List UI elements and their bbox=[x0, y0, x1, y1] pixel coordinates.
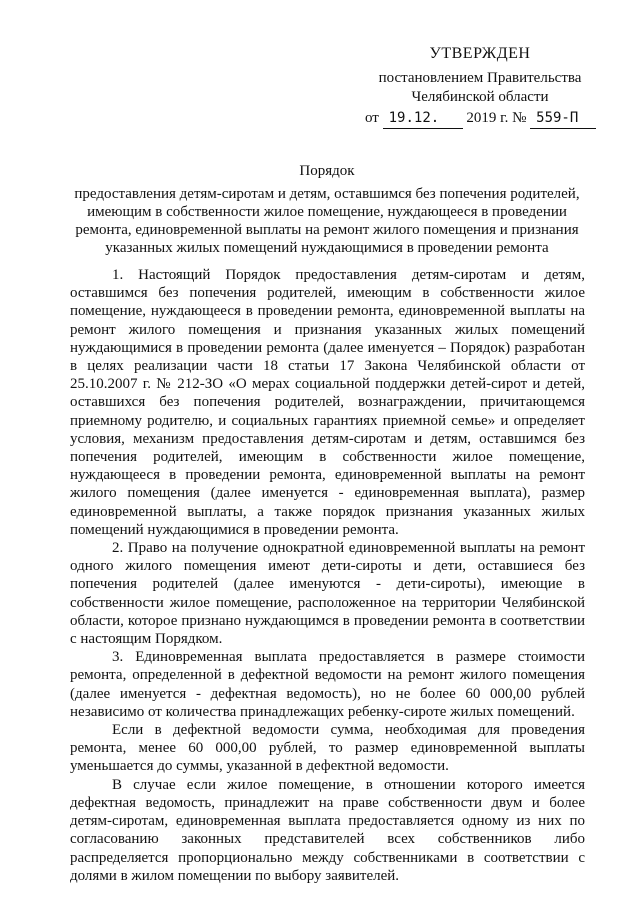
approval-date-line bbox=[355, 109, 605, 129]
paragraph: 1. Настоящий Порядок предоставления детям-сиротам и детям, оставшимся без попечения родителей, имеющим в собственности жилое помещение, нуждающееся в проведении ремонта, единовременной выплаты на ремонт жилого помещения и признания указанных жилых помещений нуждающимися в проведении ремонта (далее именуется – Порядок) разработан в целях реализации части 18 статьи 17 Закона Челябинской области от 25.10.2007 г. № 212-ЗО «О мерах социальной поддержки детей-сирот и детей, оставшихся без попечения родителей, вознаграждении, причитающемся приемному родителю, и социальных гарантиях приемной семье» и определяет условия, механизм предоставления детям-сиротам и детям, оставшимся без попечения родителей, имеющим в собственности жилое помещение, нуждающееся в проведении ремонта, единовременной выплаты на ремонт жилого помещения (далее именуется - единовременная выплата), размер единовременной выплаты, а также порядок признания указанных жилых помещений нуждающимися в проведении ремонта. bbox=[70, 267, 585, 538]
document-body bbox=[70, 266, 585, 885]
document-title bbox=[70, 162, 584, 257]
date-prefix: от bbox=[365, 110, 379, 126]
year-suffix: 2019 г. № bbox=[466, 110, 527, 126]
approval-number: 559-П bbox=[530, 109, 596, 129]
approval-stamp: УТВЕРЖДЕН bbox=[429, 45, 531, 62]
approval-block bbox=[355, 44, 605, 129]
title-heading: Порядок bbox=[299, 163, 355, 179]
approval-region: Челябинской области bbox=[411, 89, 549, 105]
approval-date: 19.12. bbox=[383, 109, 463, 129]
paragraph: 2. Право на получение однократной единовременной выплаты на ремонт одного жилого помещения имеют дети-сироты и дети, оставшиеся без попечения родителей (далее именуются - дети-сироты), имеющие в собственности жилое помещение, расположенное на территории Челябинской области, которое признано нуждающимся в проведении ремонта в соответствии с настоящим Порядком. bbox=[70, 540, 585, 648]
approval-authority: постановлением Правительства bbox=[378, 70, 582, 86]
paragraph: Если в дефектной ведомости сумма, необходимая для проведения ремонта, менее 60 000,00 рублей, то размер единовременной выплаты уменьшается до суммы, указанной в дефектной ведомости. bbox=[70, 722, 585, 775]
paragraph: В случае если жилое помещение, в отношении которого имеется дефектная ведомость, принадлежит на праве собственности двум и более детям-сиротам, единовременная выплата предоставляется одному из них по согласованию законных представителей всех собственников либо распределяется пропорционально между собственниками в соответствии с долями в жилом помещении по выбору заявителей. bbox=[70, 776, 585, 884]
title-subtitle: предоставления детям-сиротам и детям, оставшимся без попечения родителей, имеющим в собственности жилое помещение, нуждающееся в проведении ремонта, единовременной выплаты на ремонт жилого помещения и признания указанных жилых помещений нуждающимися в проведении ремонта bbox=[74, 186, 580, 256]
paragraph: 3. Единовременная выплата предоставляется в размере стоимости ремонта, определенной в дефектной ведомости на ремонт жилого помещения (далее именуется - дефектная ведомость), но не более 60 000,00 рублей независимо от количества принадлежащих ребенку-сироте жилых помещений. bbox=[70, 649, 585, 720]
